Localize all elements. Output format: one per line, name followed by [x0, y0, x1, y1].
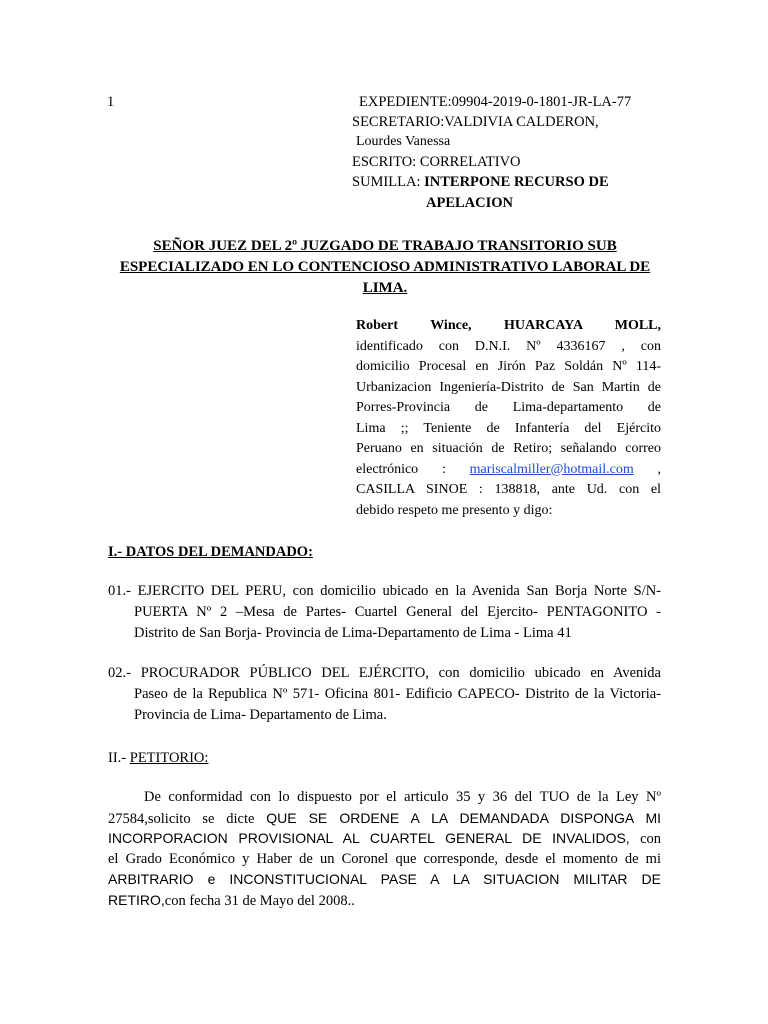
party-line: Porres-Provincia de Lima-departamento de: [356, 400, 661, 415]
sumilla-label: SUMILLA:: [352, 174, 421, 190]
addressee-line-3: LIMA.: [362, 280, 408, 296]
party-identification: [356, 316, 661, 521]
party-email-line: electrónico : mariscalmiller@hotmail.com ,: [356, 461, 661, 477]
party-line: identificado con D.N.I. Nº 4336167 , con: [356, 338, 661, 354]
demandado-item-2: 02.- PROCURADOR PÚBLICO DEL EJÉRCITO, con domicilio ubicado en Avenida Paseo de la Republica Nº 571- Oficina 801- Edificio CAPECO- Distrito de la Victoria- Provincia de Lima- Departamento de Lima.: [108, 665, 661, 723]
party-line: Urbanizacion Ingeniería-Distrito de San Martin de: [356, 379, 661, 395]
party-line: Peruano en situación de Retiro; señalando correo: [356, 441, 661, 456]
addressee-line-1: SEÑOR JUEZ DEL 2º JUZGADO DE TRABAJO TRANSITORIO SUB: [153, 238, 617, 254]
section-title-petitorio: II.- PETITORIO:: [108, 750, 209, 766]
expediente-line: EXPEDIENTE:09904-2019-0-1801-JR-LA-77: [359, 94, 632, 110]
petitorio-paragraph: De conformidad con lo dispuesto por el articulo 35 y 36 del TUO de la Ley Nº 27584,solicito se dicte QUE SE ORDENE A LA DEMANDADA DISPONGA MI INCORPORACION PROVISIONAL AL CUARTEL GENERAL DE INVALIDOS, con el Grado Económico y Haber de un Coronel que corresponde, desde el momento de mi ARBITRARIO e INCONSTITUCIONAL PASE A LA SITUACION MILITAR DE RETIRO,con fecha 31 de Mayo del 2008..: [108, 789, 661, 909]
party-line: domicilio Procesal en Jirón Paz Soldán Nº 114-: [356, 359, 661, 374]
party-line: CASILLA SINOE : 138818, ante Ud. con el: [356, 482, 661, 497]
party-line: debido respeto me presento y digo:: [356, 502, 553, 518]
sumilla-line: [352, 172, 609, 192]
addressee-line-2: ESPECIALIZADO EN LO CONTENCIOSO ADMINISTRATIVO LABORAL DE: [119, 259, 651, 275]
page-number: 1: [107, 94, 115, 110]
party-line: Lima ;; Teniente de Infantería del Ejército: [356, 420, 661, 436]
sumilla-value: INTERPONE RECURSO DE: [424, 174, 609, 190]
demandado-item-1: 01.- EJERCITO DEL PERU, con domicilio ubicado en la Avenida San Borja Norte S/N- PUERTA Nº 2 –Mesa de Partes- Cuartel General del Ejercito- PENTAGONITO - Distrito de San Borja- Provincia de Lima-Departamento de Lima - Lima 41: [108, 583, 661, 641]
section-title-demandado: I.- DATOS DEL DEMANDADO:: [108, 544, 313, 560]
escrito-line: ESCRITO: CORRELATIVO: [352, 154, 521, 170]
secretario-line: SECRETARIO:VALDIVIA CALDERON,: [352, 114, 599, 130]
sumilla-value-cont: APELACION: [426, 195, 514, 211]
email-link[interactable]: mariscalmiller@hotmail.com: [469, 461, 634, 477]
secretario-name: Lourdes Vanessa: [356, 134, 451, 149]
party-name: Robert Wince, HUARCAYA MOLL,: [356, 318, 662, 333]
